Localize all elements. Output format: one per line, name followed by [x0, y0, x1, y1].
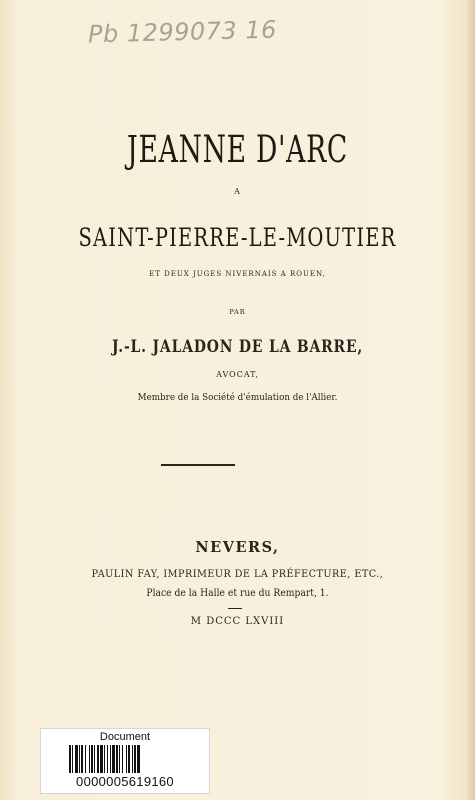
- imprint-dash: [228, 608, 242, 609]
- page-edge-shadow: [465, 0, 475, 800]
- imprint-address: Place de la Halle et rue du Rempart, 1.: [146, 588, 329, 599]
- imprint-year: M DCCC LXVIII: [190, 616, 285, 627]
- library-barcode-label: [40, 728, 210, 794]
- imprint-city: NEVERS,: [195, 539, 280, 556]
- book-title: JEANNE D'ARC: [127, 128, 348, 171]
- barcode-icon: [69, 745, 182, 773]
- label-heading: Document: [99, 731, 151, 743]
- author-role: AVOCAT,: [216, 370, 259, 379]
- author-by: PAR: [229, 308, 246, 316]
- title-place: SAINT-PIERRE-LE-MOUTIER: [78, 223, 397, 252]
- author-membership: Membre de la Société d'émulation de l'Allier.: [137, 392, 338, 403]
- author-name: J.-L. JALADON DE LA BARRE,: [111, 337, 364, 357]
- book-subtitle: ET DEUX JUGES NIVERNAIS A ROUEN,: [149, 270, 326, 278]
- barcode-number: 0000005619160: [76, 774, 174, 789]
- divider-rule: [161, 464, 235, 466]
- title-connector: A: [234, 187, 241, 196]
- imprint-printer: PAULIN FAY, IMPRIMEUR DE LA PRÉFECTURE, ETC.,: [91, 568, 384, 580]
- handwritten-shelfmark: Pb 1299073 16: [87, 15, 278, 49]
